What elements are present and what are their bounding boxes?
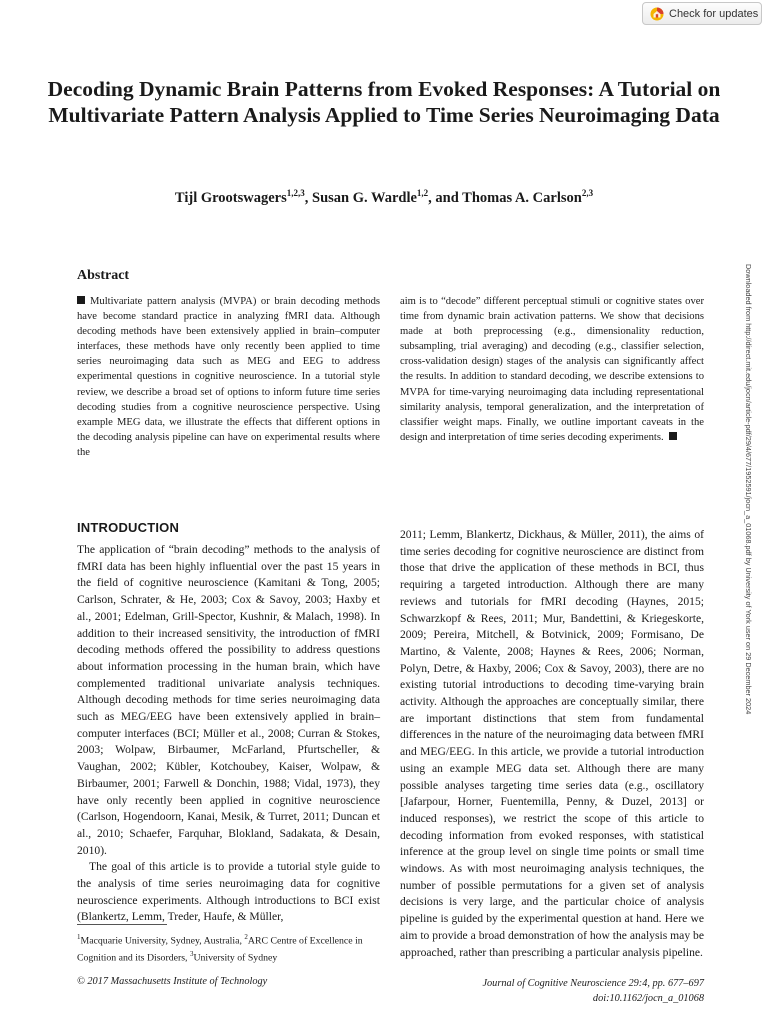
author-name: Tijl Grootswagers xyxy=(174,189,287,206)
abstract-heading: Abstract xyxy=(77,268,130,283)
abstract-left-text: Multivariate pattern analysis (MVPA) or brain decoding methods have become standard practice in analyzing fMRI data. Although decoding methods have been extensively applied in brain–computer interfaces, these methods have only recently been applied to time series neuroimaging data such as MEG and EEG to address experimental questions in cognitive neuroscience. In a tutorial style review, we describe a broad set of options to inform future time series decoding studies from a cognitive neuroscience perspective. Using example MEG data, we illustrate the effects that different options in the decoding analysis pipeline can have on experimental results where the xyxy=(77,296,380,458)
affiliations-footnote xyxy=(77,931,380,965)
author-affiliation-marker: 1,2 xyxy=(416,188,429,198)
footnote-divider xyxy=(77,924,167,925)
abstract-right-column xyxy=(400,294,704,445)
author-affiliation-marker: 1,2,3 xyxy=(286,188,305,198)
affiliation-text: ARC Centre of Excellence in Cognition and its Disorders, xyxy=(77,935,363,964)
abstract-end-marker xyxy=(669,432,677,440)
journal-reference: Journal of Cognitive Neuroscience 29:4, pp. 677–697 xyxy=(482,978,704,989)
download-watermark-text: Downloaded from http://direct.mit.edu/jocn/article-pdf/29/4/677/1952591/jocn_a_01068.pdf by University of York user on 29 December 2024 xyxy=(744,264,753,715)
article-title: Decoding Dynamic Brain Patterns from Evoked Responses: A Tutorial on Multivariate Pattern Analysis Applied to Time Series Neuroimaging Data xyxy=(47,77,721,127)
abstract-start-marker xyxy=(77,296,85,304)
check-for-updates-label: Check for updates xyxy=(669,7,759,20)
doi-link[interactable]: doi:10.1162/jocn_a_01068 xyxy=(592,993,704,1004)
introduction-paragraph: 2011; Lemm, Blankertz, Dickhaus, & Müller, 2011), the aims of time series decoding for cognitive neuroscience are distinct from those that drive the application of these methods in BCI, thus requiring a targeted introduction. Although there are many reviews and tutorials for fMRI decoding (Haynes, 2015; Schwarzkopf & Rees, 2011; Mur, Bandettini, & Kriegeskorte, 2009; Pereira, Mitchell, & Botvinick, 2009; Formisano, De Martino, & Valente, 2008; Haynes & Rees, 2006; Norman, Polyn, Detre, & Haxby, 2006; Cox & Savoy, 2003), there are no existing tutorial introductions to decoding time-varying brain activity. Although the approaches are conceptually similar, there are important distinctions that stem from fundamental differences in the nature of the neuroimaging data between fMRI and MEG/EEG. In this article, we provide a tutorial introduction using an example MEG data set. Although there are many possible analyses targeting time series data (e.g., oscillatory [Jafarpour, Horner, Fuentemilla, Penny, & Duzel, 2013] or induced responses), we restrict the scope of this article to decoding information from evoked responses, with statistical inference at the group level on single time points or small time windows. As with most neuroimaging analysis techniques, the number of possible permutations for a given set of analysis decisions is very large, and the particular choice of analysis pipeline is guided by the experimental question at hand. Here we aim to provide a broad demonstration of how the analysis may be approached, rather than prescribing a particular analysis pipeline. xyxy=(400,528,704,959)
introduction-paragraph: The application of “brain decoding” methods to the analysis of fMRI data has been highly influential over the past 15 years in the field of cognitive neuroscience (Kamitani & Tong, 2005; Carlson, Schrater, & He, 2003; Cox & Savoy, 2003; Haxby et al., 2001; Edelman, Grill-Spector, Kushnir, & Malach, 1998). In addition to their increased sensitivity, the introduction of fMRI decoding methods offered the possibility to address questions about information processing in the human brain, which have complemented traditional univariate analysis techniques. Although decoding methods for time series neuroimaging data such as MEG/EEG have been extensively applied in brain–computer interfaces (BCI; Müller et al., 2008; Curran & Stokes, 2003; Wolpaw, Birbaumer, McFarland, Pfurtscheller, & Vaughan, 2002; Kübler, Kotchoubey, Kaiser, Wolpaw, & Birbaumer, 2001; Farwell & Donchin, 1988; Vidal, 1973), they have only recently been applied in cognitive neuroscience (Carlson, Hogendoorn, Kanai, Mesik, & Turret, 2011; Duncan et al., 2010; Schaefer, Farquhar, Blokland, Sadakata, & Desain, 2010). xyxy=(77,543,380,857)
author-separator: , xyxy=(304,189,313,206)
author-name: Thomas A. Carlson xyxy=(462,189,582,206)
abstract-left-column xyxy=(77,294,380,460)
download-watermark xyxy=(742,264,756,964)
introduction-paragraph: The goal of this article is to provide a tutorial style guide to the analysis of time series neuroimaging data for cognitive neuroscience experiments. Although introductions to BCI exist (Blankertz, Lemm, Treder, Haufe, & Müller, xyxy=(77,860,380,924)
affiliation-marker: 1 xyxy=(77,933,81,941)
author-name: Susan G. Wardle xyxy=(312,189,417,206)
abstract-right-text: aim is to “decode” different perceptual stimuli or cognitive states over time from dynamic brain activation patterns. We show that decisions made at both preprocessing (e.g., dimensionality reduction, subsampling, trial averaging) and decoding (e.g., classifier selection, cross-validation design) stages of the analysis can significantly affect the results. In addition to standard decoding, we describe extensions to MVPA for time-varying neuroimaging data including representational similarity analysis, temporal generalization, and the interpretation of classifier weight maps. Finally, we outline important caveats in the design and interpretation of time series decoding experiments. xyxy=(400,296,704,443)
introduction-left-column xyxy=(77,542,380,926)
affiliation-text: Macquarie University, Sydney, Australia, xyxy=(80,935,245,947)
introduction-heading: INTRODUCTION xyxy=(77,520,180,535)
author-separator: , and xyxy=(428,189,463,206)
affiliation-marker: 3 xyxy=(189,949,194,958)
crossmark-icon xyxy=(650,7,664,21)
author-list xyxy=(40,188,728,207)
author-affiliation-marker: 2,3 xyxy=(581,188,594,198)
copyright-notice: © 2017 Massachusetts Institute of Technology xyxy=(77,976,268,987)
journal-citation xyxy=(482,976,704,1006)
affiliation-marker: 2 xyxy=(244,933,248,941)
check-for-updates-button[interactable] xyxy=(642,2,762,25)
affiliation-text: University of Sydney xyxy=(193,952,278,964)
introduction-right-column xyxy=(400,527,704,961)
